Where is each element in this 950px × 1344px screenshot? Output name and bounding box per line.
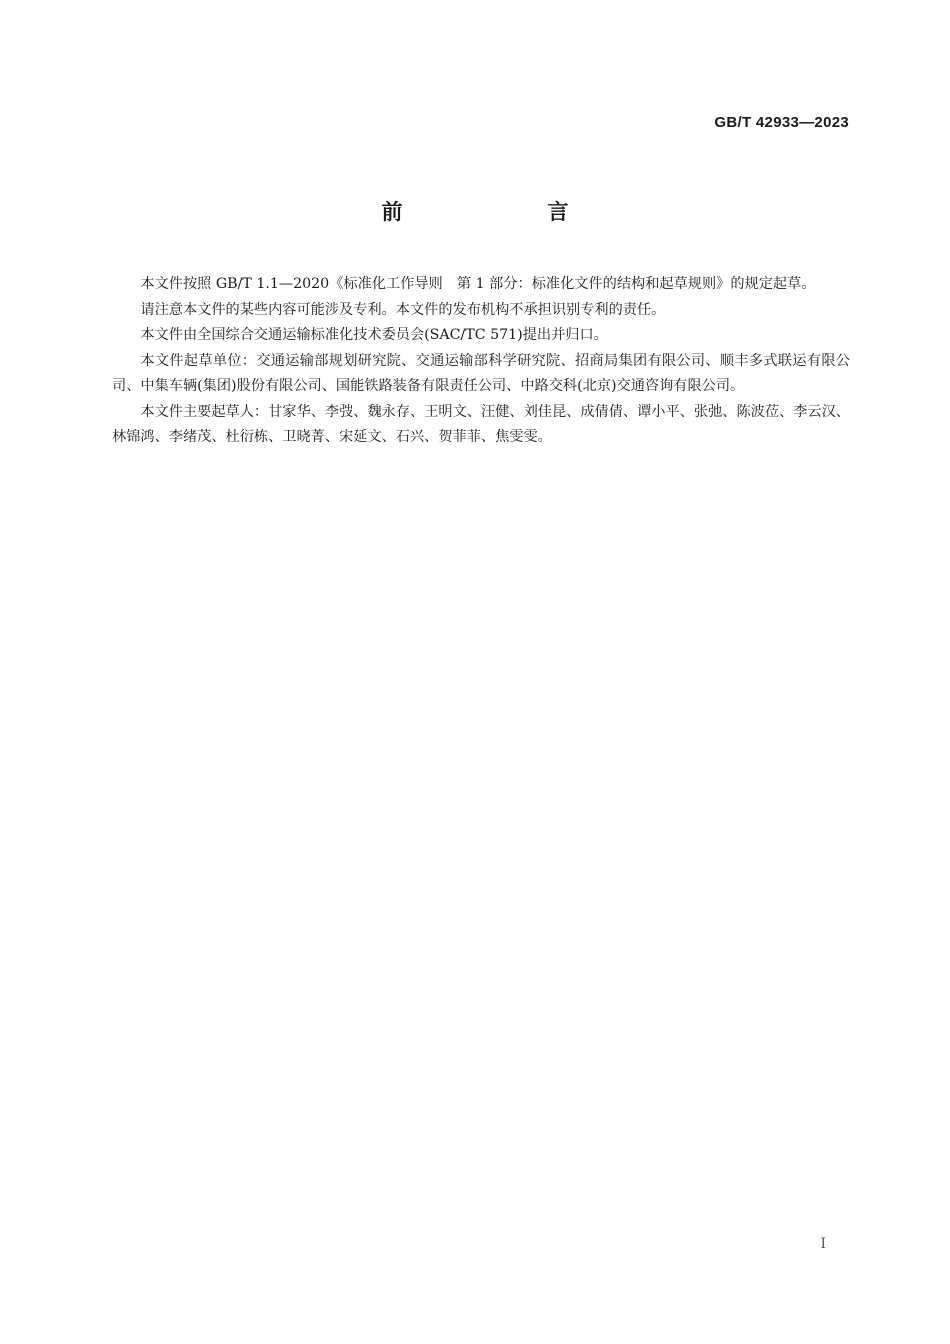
paragraph-patent-notice: 请注意本文件的某些内容可能涉及专利。本文件的发布机构不承担识别专利的责任。 (140, 301, 666, 318)
paragraph-drafting-rules: 本文件按照 GB/T 1.1—2020《标准化工作导则 第 1 部分：标准化文件的结构和起草规则》的规定起草。 (140, 276, 816, 292)
page-title: 前 言 (381, 200, 631, 224)
standard-code: GB/T 42933—2023 (714, 114, 849, 131)
paragraph-drafters: 本文件主要起草人：甘家华、李弢、魏永存、王明文、汪健、刘佳昆、成倩倩、谭小平、张弛、陈波莅、李云汉、林锦鸿、李绪茂、杜衍栋、卫晓菁、宋延文、石兴、贺菲菲、焦雯雯。 (112, 403, 850, 445)
foreword-body (112, 272, 850, 451)
paragraph-proposer: 本文件由全国综合交通运输标准化技术委员会(SAC/TC 571)提出并归口。 (140, 327, 608, 343)
paragraph-drafting-units: 本文件起草单位：交通运输部规划研究院、交通运输部科学研究院、招商局集团有限公司、顺丰多式联运有限公司、中集车辆(集团)股份有限公司、国能铁路装备有限责任公司、中路交科(北京)交通咨询有限公司。 (112, 352, 850, 394)
page-number: I (820, 1236, 826, 1252)
